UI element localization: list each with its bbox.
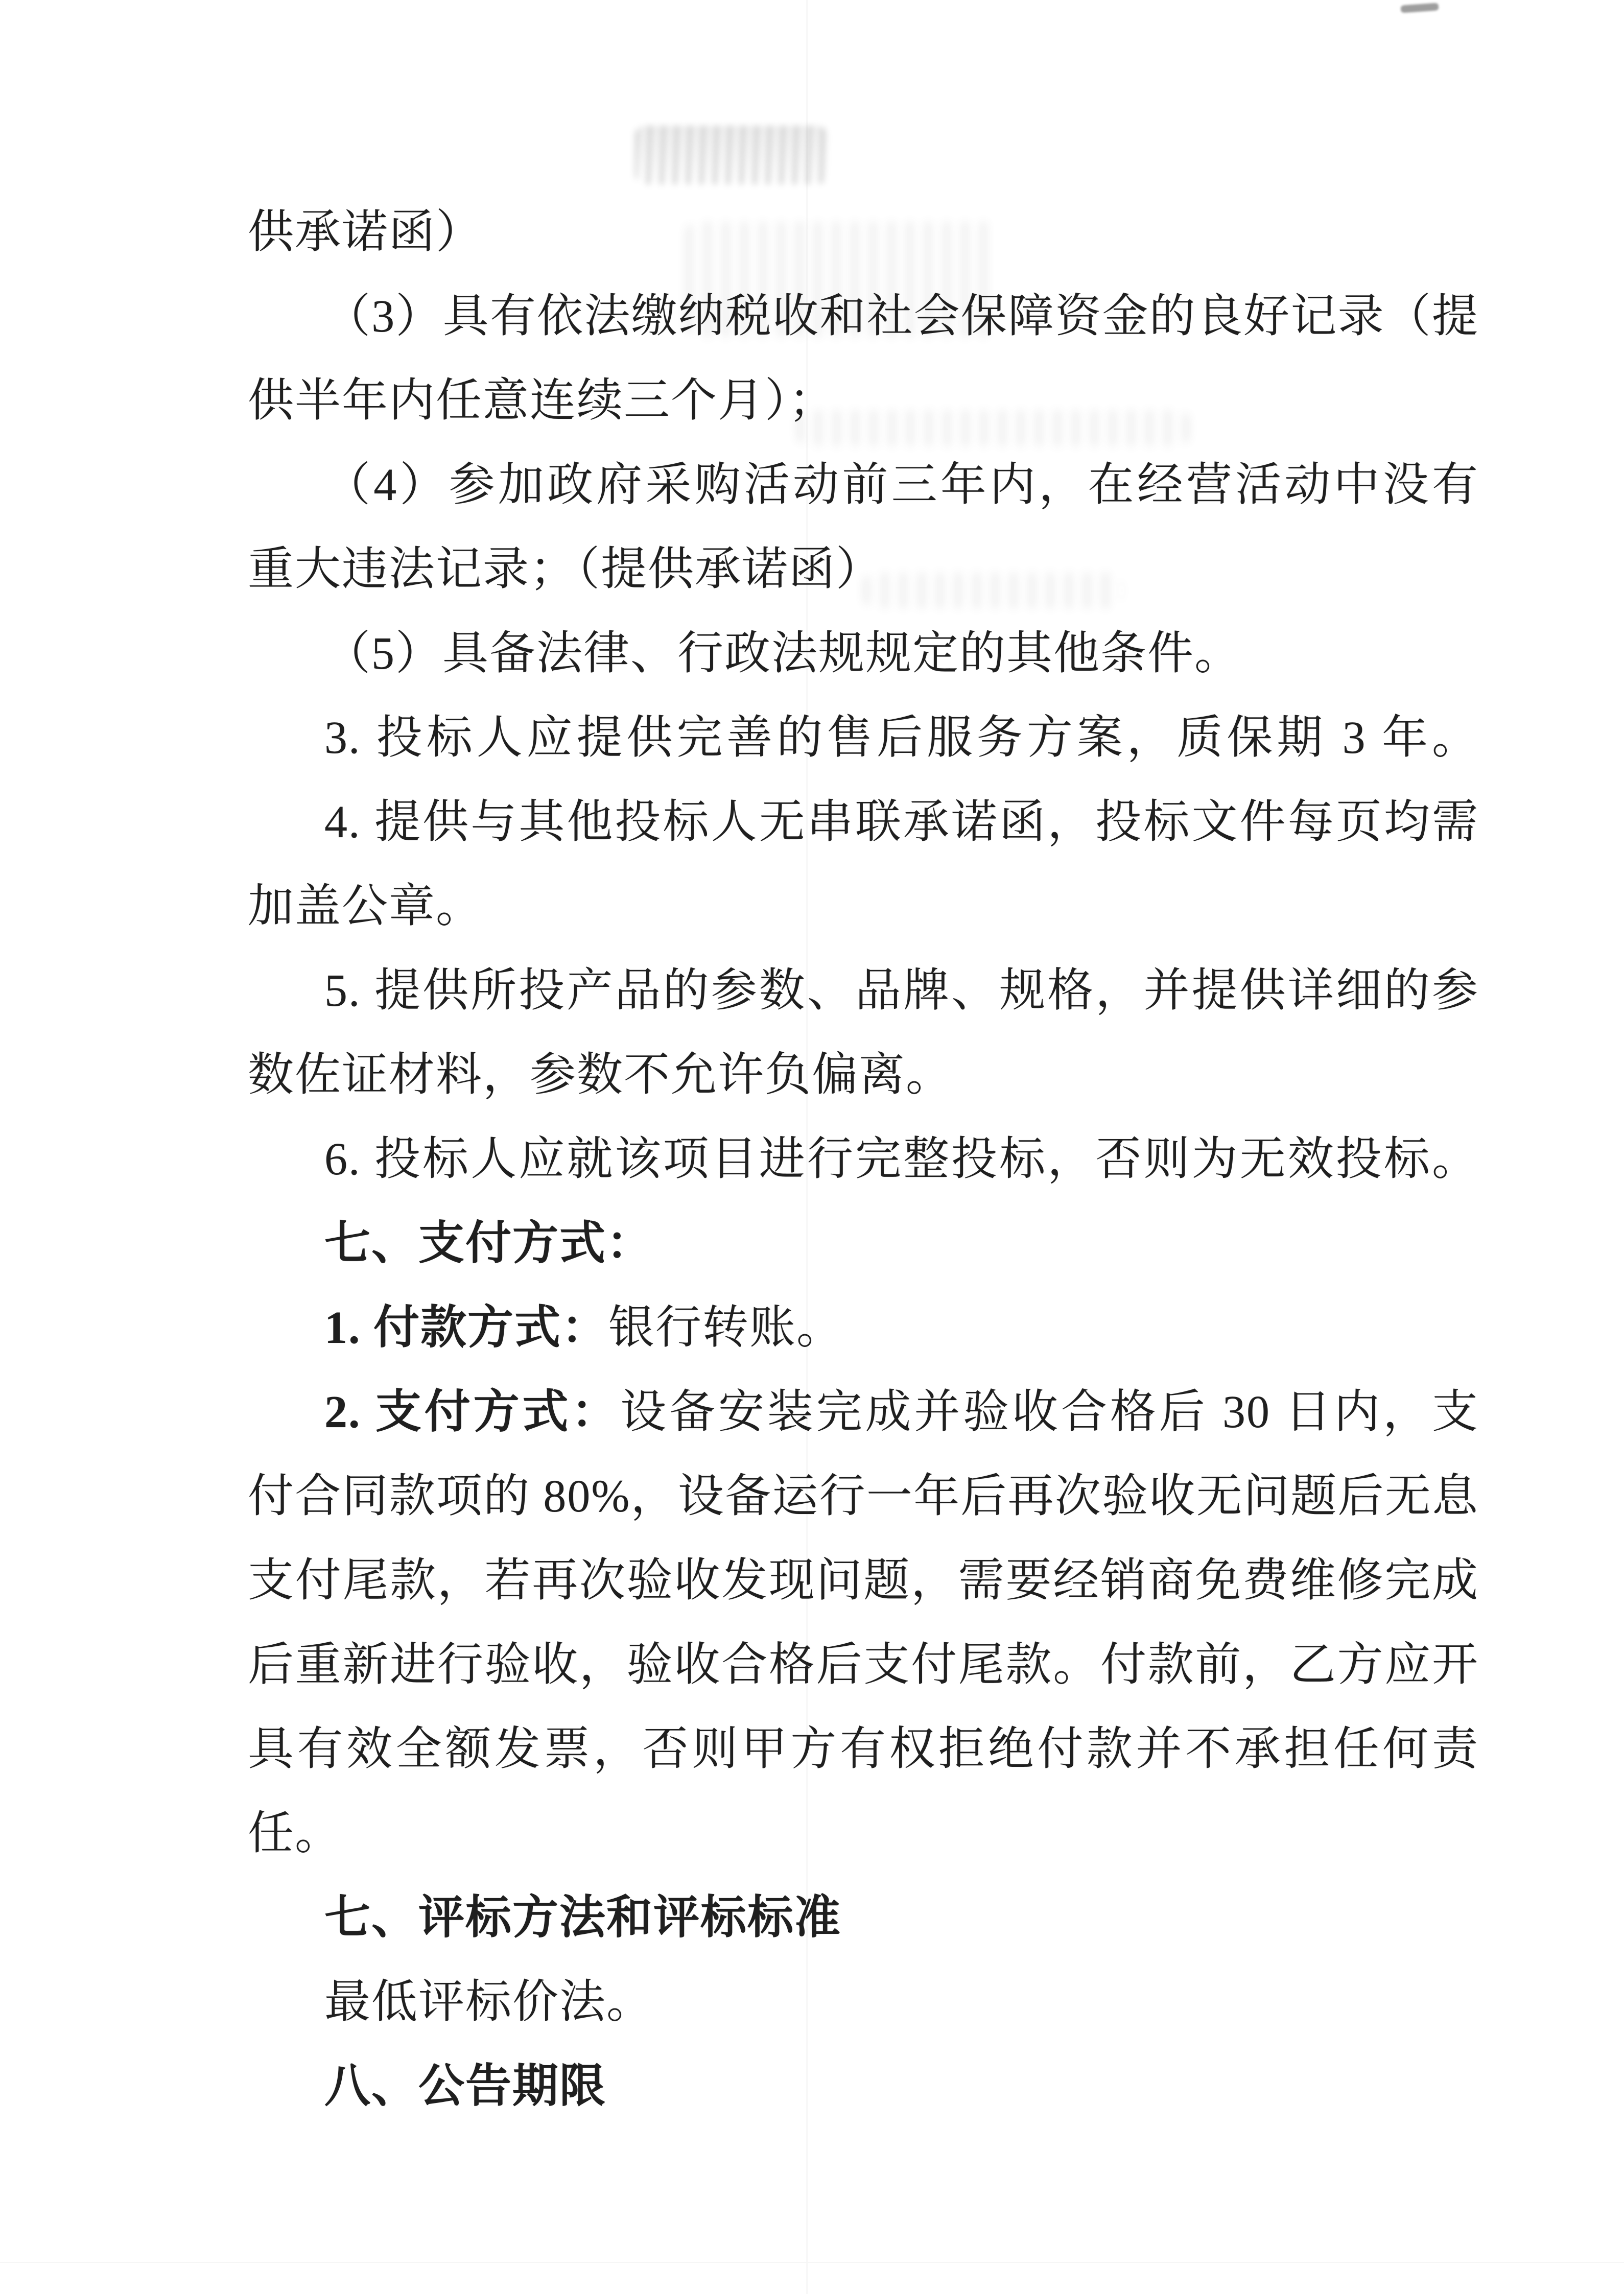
text-run: 5. 提供所投产品的参数、品牌、规格，并提供详细的参: [324, 965, 1479, 1016]
text-run: 八、公告期限: [324, 2061, 606, 2112]
text-line-5: [248, 527, 1479, 611]
text-run: 任。: [248, 1808, 342, 1859]
page-bottom-seam: [0, 2262, 1624, 2263]
text-line-20: [248, 1791, 1479, 1876]
text-line-11: [248, 1033, 1479, 1117]
text-line-2: [248, 274, 1479, 359]
text-line-7: [248, 696, 1479, 780]
text-run: 设备安装完成并验收合格后 30 日内，支: [620, 1387, 1479, 1437]
document-body: [248, 190, 1479, 2129]
text-line-9: [248, 864, 1479, 949]
text-line-13: [248, 1201, 1479, 1286]
text-run: 七、支付方式：: [324, 1218, 653, 1269]
text-line-22: [248, 1960, 1479, 2044]
text-run: 1. 付款方式：: [324, 1303, 608, 1353]
text-run: （3）具有依法缴纳税收和社会保障资金的良好记录（提: [324, 291, 1479, 342]
text-line-17: [248, 1539, 1479, 1623]
text-run: 重大违法记录；（提供承诺函）: [248, 544, 883, 595]
text-line-6: [248, 611, 1479, 696]
text-line-1: [248, 190, 1479, 274]
text-line-21: [248, 1876, 1479, 1960]
text-line-3: [248, 359, 1479, 443]
text-run: 后重新进行验收，验收合格后支付尾款。付款前，乙方应开: [248, 1640, 1479, 1690]
text-line-14: [248, 1286, 1479, 1370]
text-run: （5）具备法律、行政法规规定的其他条件。: [324, 628, 1241, 679]
text-run: 6. 投标人应就该项目进行完整投标，否则为无效投标。: [324, 1134, 1479, 1185]
text-line-23: [248, 2044, 1479, 2129]
text-run: 支付尾款，若再次验收发现问题，需要经销商免费维修完成: [248, 1555, 1479, 1606]
text-run: （4）参加政府采购活动前三年内，在经营活动中没有: [324, 460, 1479, 510]
text-run: 加盖公章。: [248, 881, 483, 932]
text-line-15: [248, 1370, 1479, 1454]
text-line-18: [248, 1623, 1479, 1707]
text-line-12: [248, 1117, 1479, 1201]
text-run: 供承诺函）: [248, 207, 483, 257]
text-line-19: [248, 1707, 1479, 1791]
scan-smudge-top: [635, 126, 827, 184]
text-run: 最低评标价法。: [324, 1977, 653, 2027]
text-run: 银行转账。: [608, 1303, 843, 1353]
text-line-10: [248, 949, 1479, 1033]
text-run: 付合同款项的 80%，设备运行一年后再次验收无问题后无息: [248, 1471, 1479, 1522]
text-line-4: [248, 443, 1479, 527]
text-run: 具有效全额发票，否则甲方有权拒绝付款并不承担任何责: [248, 1724, 1479, 1775]
text-line-8: [248, 780, 1479, 864]
text-run: 2. 支付方式：: [324, 1387, 621, 1437]
text-run: 供半年内任意连续三个月）；: [248, 375, 836, 426]
text-run: 3. 投标人应提供完善的售后服务方案，质保期 3 年。: [324, 713, 1479, 763]
text-run: 4. 提供与其他投标人无串联承诺函，投标文件每页均需: [324, 797, 1479, 847]
text-line-16: [248, 1454, 1479, 1539]
page-curl-mark: [1401, 3, 1439, 13]
text-run: 数佐证材料，参数不允许负偏离。: [248, 1050, 953, 1100]
text-run: 七、评标方法和评标标准: [324, 1893, 841, 1943]
